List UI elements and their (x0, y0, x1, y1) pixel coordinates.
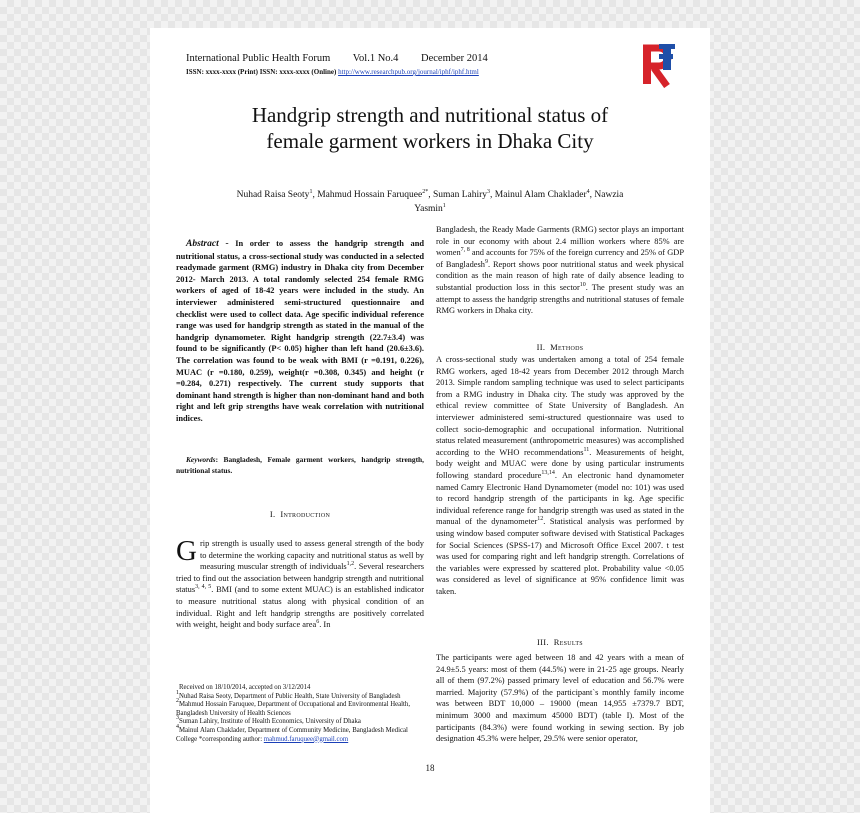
section-heading-results (436, 637, 684, 647)
section-number: III. (537, 637, 549, 647)
title-line-2: female garment workers in Dhaka City (266, 129, 594, 153)
author-4: Mainul Alam Chaklader (494, 190, 587, 200)
results-paragraph (436, 652, 684, 745)
keywords (176, 454, 424, 476)
abstract-text: In order to assess the handgrip strength and nutritional status, a cross-sectional study was conducted in a selected readymade garment (RMG) industry in Dhaka city from December 2012- March 2013. A total randomly selected 254 female RMG workers of aged of 18-42 years were included in the study. An interviewer administered semi-structured questionnaire and checklist were used to collect data. Age specific individual reference range was used for handgrip strength as stated in the manual of the handgrip dynamometer. Right handgrip strength (22.7±3.4) was found to be significantly (P< 0.05) higher than left hand (20.6±3.6). The correlation was found to be weak with BMI (r =0.191, 0.226), MUAC (r =0.180, 0.259), weight(r =0.308, 0.345) and height (r =0.284, 0.271) respectively. The current study supports that dominant hand strength is higher than non-dominant hand and both right and left grip strengths have weak correlation with nutritional indices. (176, 239, 425, 423)
section-number: I. (269, 509, 276, 519)
journal-name: International Public Health Forum (186, 53, 331, 64)
section-heading-methods (436, 342, 684, 352)
methods-text: . An electronic hand dynamometer named Camry Electronic Hand Dynamometer (model no: 101) was used to record handgrip strength of the participants in kg. Age specific individual reference range for handgrip strength was used as stated in the manual of the dynamometer (436, 470, 684, 527)
author-2: Mahmud Hossain Faruquee (317, 190, 423, 200)
footnote-text: Nuhad Raisa Seoty, Department of Public Health, State University of Bangladesh (179, 692, 401, 700)
page-number: 18 (425, 763, 435, 773)
footnote-marker: 3 (176, 715, 179, 722)
footnote-3 (176, 715, 424, 727)
author-2-affil: 2* (422, 189, 429, 195)
abstract (176, 238, 424, 425)
ref: 9 (484, 258, 488, 265)
ref: 10 (579, 281, 586, 288)
author-3-affil: 3 (487, 189, 491, 195)
drop-cap: G (176, 535, 197, 567)
journal-date: December 2014 (421, 53, 488, 64)
received-date: Received on 18/10/2014, accepted on 3/12/2014 (179, 684, 311, 691)
keywords-text: : Bangladesh, Female garment workers, handgrip strength, nutritional status. (176, 455, 424, 475)
footnote-marker: 4 (176, 723, 179, 730)
journal-url-link[interactable]: http://www.researchpub.org/journal/iphf/iphf.html (338, 68, 479, 76)
footnote-marker: 1 (176, 689, 179, 696)
methods-text: A cross-sectional study was undertaken among a total of 254 female RMG workers, aged 18-42 years from December 2012 through March 2013. Simple random sampling technique was used to select participants from a RMG industry in Dhaka city. The study was approved by the ethical review committee of State University of Bangladesh. An interviewer administered semi-structured questionnaire was used to collect socio-demographic and occupational information. Nutritional status related measurement (anthropometric measures) was accomplished according to the WHO recommendations (436, 355, 684, 457)
introduction-paragraph (176, 535, 425, 631)
author-list: Nuhad Raisa Seoty$^1$, Mahmud Hossain Faruquee$^{2*}$, Suman Lahiry$^3$, Mainul Alam Chaklader$^4$, Nawzia Yasmin$^1$ (236, 189, 624, 214)
author-1-affil: 1 (309, 189, 313, 195)
author-5-first: Nawzia (594, 190, 624, 200)
ref: 6 (316, 619, 320, 626)
footnote-2 (176, 698, 424, 718)
footnote-text: Mahmud Hossain Faruquee, Department of Occupational and Environmental Health, Bangladesh University of Health Sciences (176, 701, 411, 717)
issn-line (186, 68, 479, 76)
results-text: The participants were aged between 18 and 42 years with a mean of 24.9±5.5 years: most of them (44.5%) were in 21-25 age groups. Nearly all of them (97.2%) passed primary level of education and 56.7% were married. Majority (57.9%) of the participant`s monthly family income was between BDT 10,000 – 19000 (mean 14,955 ±7379.7 BDT, minimum 3000 and maximum 45000 BDT) (table I). Most of the participants (84.3%) were found working in sewing section. By job designation 45.3% were helper, 29.5% were senior operator, (436, 653, 684, 744)
ref: 7, 8 (460, 247, 470, 254)
intro-text-1: rip strength is usually used to assess general strength of the body to determine the working capacity and nutritional status as well by measuring muscular strength of individuals (199, 539, 424, 572)
author-4-affil: 4 (586, 189, 590, 195)
author-1: Nuhad Raisa Seoty (236, 190, 310, 200)
ref: 1,2 (346, 561, 355, 568)
intro-cont-text: Bangladesh, the Ready Made Garments (RMG) sector plays an important role in our economy with about 2.4 million workers where 85% are women (436, 225, 684, 258)
intro-cont-text: . Report shows poor nutritional status and week physical condition as the main reason of high rate of daily absence leading to substantial production loss in this sector (436, 259, 684, 292)
ref: 13,14 (541, 469, 555, 476)
ref: 3, 4, 5 (195, 584, 212, 591)
journal-logo-icon (637, 42, 677, 88)
corresponding-email-link[interactable]: mahmud.faruquee@gmail.com (263, 735, 349, 743)
author-3: Suman Lahiry (432, 190, 488, 200)
footnote-text: Mainul Alam Chaklader, Department of Community Medicine, Bangladesh Medical College (176, 726, 408, 743)
footnote-text: Suman Lahiry, Institute of Health Economics, University of Dhaka (179, 718, 361, 726)
ref: 12 (537, 516, 544, 523)
intro-cont-text: and accounts for 75% of the foreign currency and 25% of GDP of Bangladesh (436, 248, 685, 269)
footnote-4 (176, 723, 424, 744)
intro-cont-text: . The present study was an attempt to assess the handgrip strengths and nutritional statuses of female RMG workers in Dhaka city. (436, 282, 684, 316)
author-5-affil: 1 (442, 203, 446, 209)
issn-text: ISSN: xxxx-xxxx (Print) ISSN: xxxx-xxxx (Online) (186, 68, 337, 76)
title-line-1: Handgrip strength and nutritional status of (251, 103, 609, 127)
section-title: Introduction (280, 509, 331, 519)
journal-header (186, 53, 508, 64)
section-heading-introduction (176, 509, 424, 519)
footnote-1 (176, 689, 424, 705)
methods-paragraph (436, 354, 684, 597)
section-title: Methods (550, 342, 584, 352)
paper-title (150, 102, 710, 154)
methods-text: . Statistical analysis was performed by using window based computer software devised with Statistical Packages for Social Sciences (SPSS-17) and Microsoft Office Excel 2007. t test was used for comparing right and left handgrip strength. Correlations of the variables were expressed by scattered plot. Probability value <0.05 was considered as level of significance at 95% confidence limit was taken. (436, 517, 684, 596)
intro-text-4: . In (319, 620, 331, 630)
intro-text-3: . BMI (and to some extent MUAC) is an established indicator to measure nutritional status along with physical condition of an individual. Right and left handgrip strengths are positively correlated with weight, height and body surface area (176, 585, 425, 630)
corresponding-label: *corresponding author: (197, 735, 264, 743)
section-title: Results (553, 637, 583, 647)
introduction-continued (436, 224, 684, 317)
ref: 11 (583, 446, 590, 453)
intro-text-2: . Several researchers tried to find out the association between handgrip strength and nutritional status (176, 562, 424, 595)
abstract-label: Abstract - (186, 239, 229, 249)
footnote-marker: 2 (176, 698, 179, 705)
journal-volume: Vol.1 No.4 (352, 53, 399, 64)
author-5-last: Yasmin (414, 204, 443, 214)
methods-text: . Measurements of height, body weight and MUAC were done by using particular instruments following standard procedure (436, 447, 685, 480)
paper-page (150, 28, 710, 813)
section-number: II. (536, 342, 546, 352)
keywords-label: Keywords (186, 455, 216, 464)
footnotes (176, 684, 424, 744)
